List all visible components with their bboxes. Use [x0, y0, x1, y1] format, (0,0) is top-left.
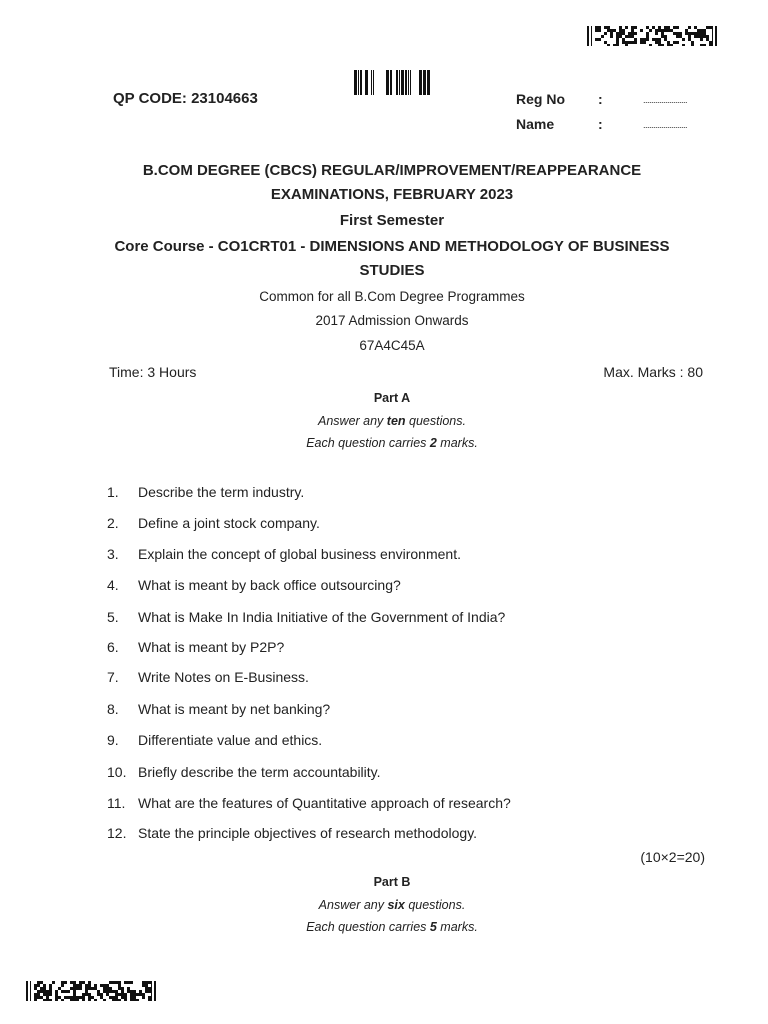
- question-text: What is meant by P2P?: [138, 639, 285, 655]
- question-text: What is meant by back office outsourcing?: [138, 577, 401, 593]
- question-text: Define a joint stock company.: [138, 515, 320, 531]
- reg-no-colon: :: [598, 91, 603, 107]
- qp-code: QP CODE: 23104663: [113, 90, 258, 107]
- name-colon: :: [598, 116, 603, 132]
- question-text: What are the features of Quantitative approach of research?: [138, 795, 511, 811]
- barcode-top-right: [587, 26, 718, 46]
- common-for: Common for all B.Com Degree Programmes: [259, 289, 525, 304]
- question-number: 9.: [107, 732, 119, 748]
- question-number: 2.: [107, 515, 119, 531]
- barcode-bottom-left: [26, 981, 157, 1001]
- exam-title-line2: EXAMINATIONS, FEBRUARY 2023: [270, 186, 514, 203]
- question-text: Explain the concept of global business environment.: [138, 546, 461, 562]
- question-number: 3.: [107, 546, 119, 562]
- semester: First Semester: [339, 212, 445, 229]
- name-label: Name: [516, 116, 555, 132]
- question-text: What is Make In India Initiative of the Government of India?: [138, 609, 506, 625]
- question-text: Differentiate value and ethics.: [138, 732, 323, 748]
- question-number: 1.: [107, 484, 119, 500]
- question-text: Write Notes on E-Business.: [138, 669, 309, 685]
- part-b-instruction-1: Answer any six questions.: [318, 898, 466, 912]
- course-title-line1: Core Course - CO1CRT01 - DIMENSIONS AND METHODOLOGY OF BUSINESS: [114, 238, 670, 255]
- paper-code: 67A4C45A: [359, 338, 425, 353]
- part-b-heading: Part B: [373, 875, 411, 889]
- part-b-instruction-2: Each question carries 5 marks.: [306, 920, 478, 934]
- question-number: 8.: [107, 701, 119, 717]
- question-number: 6.: [107, 639, 119, 655]
- part-a-instruction-2: Each question carries 2 marks.: [306, 436, 478, 450]
- reg-no-blank: ......................: [643, 95, 688, 105]
- question-number: 7.: [107, 669, 119, 685]
- barcode-middle: [354, 70, 430, 95]
- max-marks: Max. Marks : 80: [603, 364, 703, 380]
- part-a-marks-summary: (10×2=20): [640, 849, 705, 865]
- question-number: 10.: [107, 764, 127, 780]
- question-text: Describe the term industry.: [138, 484, 305, 500]
- course-title-line2: STUDIES: [359, 262, 425, 279]
- question-text: Briefly describe the term accountability.: [138, 764, 381, 780]
- question-number: 11.: [107, 795, 126, 811]
- question-text: What is meant by net banking?: [138, 701, 331, 717]
- reg-no-row: [516, 91, 706, 109]
- exam-time: Time: 3 Hours: [109, 364, 197, 380]
- part-a-heading: Part A: [373, 391, 411, 405]
- name-row: [516, 116, 706, 134]
- exam-title-line1: B.COM DEGREE (CBCS) REGULAR/IMPROVEMENT/REAPPEARANCE: [142, 162, 642, 179]
- admission: 2017 Admission Onwards: [315, 313, 469, 328]
- part-a-instruction-1: Answer any ten questions.: [318, 414, 466, 428]
- question-number: 12.: [107, 825, 127, 841]
- question-number: 4.: [107, 577, 119, 593]
- name-blank: ......................: [643, 120, 688, 130]
- question-number: 5.: [107, 609, 119, 625]
- question-text: State the principle objectives of research methodology.: [138, 825, 478, 841]
- reg-no-label: Reg No: [516, 91, 565, 107]
